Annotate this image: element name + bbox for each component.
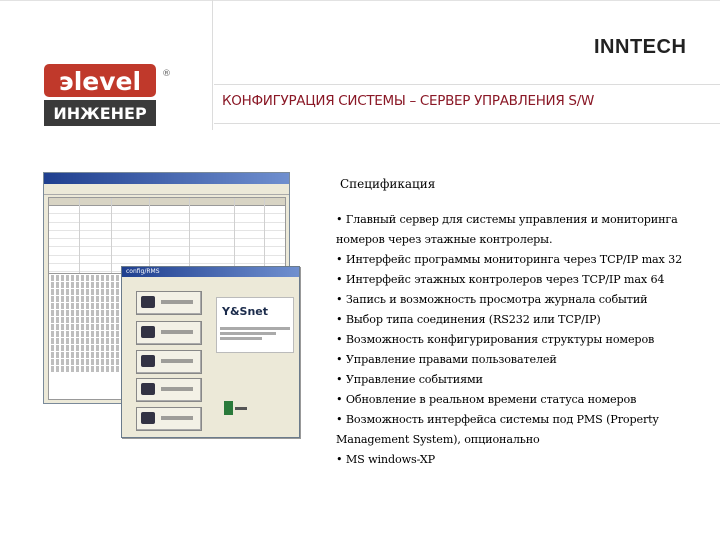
spec-list (336, 210, 716, 470)
elevel-logo-text: эlevel (58, 67, 142, 96)
ysnet-caption (220, 325, 290, 342)
monitor-icon (141, 296, 155, 308)
spec-line: номеров через этажные контролеры. (336, 233, 553, 246)
elevel-logo (44, 64, 176, 130)
inntech-logo (560, 26, 710, 66)
screenshot-toolbar (44, 184, 289, 195)
spec-line: • Обновление в реальном времени статуса номеров (336, 393, 637, 406)
dialog-button-5 (136, 407, 202, 431)
spec-line: • Управление правами пользователей (336, 353, 557, 366)
screenshot-log (48, 273, 130, 400)
grid-icon (141, 412, 155, 424)
dialog-button-1 (136, 291, 202, 315)
spec-line: • Главный сервер для системы управления и мониторинга (336, 213, 678, 226)
dialog-title: config/RMS (122, 267, 299, 277)
config-dialog (121, 266, 300, 438)
registered-mark: ® (162, 69, 171, 79)
inzhener-logo-text: ИНЖЕНЕР (53, 104, 147, 123)
dialog-button-4 (136, 378, 202, 402)
spec-line: • Выбор типа соединения (RS232 или TCP/IP) (336, 313, 601, 326)
exit-icon (222, 399, 252, 419)
spec-line: • MS windows-XP (336, 453, 436, 466)
spec-line: • Управление событиями (336, 373, 483, 386)
page-title: КОНФИГУРАЦИЯ СИСТЕМЫ – СЕРВЕР УПРАВЛЕНИЯ S/W (222, 93, 594, 109)
spec-line: Management System), опционально (336, 433, 540, 446)
inntech-logo-text: INNTECH (594, 36, 687, 58)
list-icon (141, 326, 155, 338)
header-divider (212, 0, 213, 130)
spec-line: • Возможность интерфейса системы под PMS (Property (336, 413, 659, 426)
printer-icon (141, 355, 155, 367)
spec-line: • Интерфейс этажных контролеров через TCP/IP max 64 (336, 273, 665, 286)
spec-line: • Запись и возможность просмотра журнала событий (336, 293, 648, 306)
users-icon (141, 383, 155, 395)
top-rule (0, 0, 720, 1)
spec-heading: Спецификация (340, 177, 436, 191)
dialog-button-3 (136, 350, 202, 374)
spec-line: • Возможность конфигурирования структуры номеров (336, 333, 655, 346)
dialog-button-2 (136, 321, 202, 345)
ysnet-logo: Y&Snet (222, 305, 269, 318)
spec-line: • Интерфейс программы мониторинга через TCP/IP max 32 (336, 253, 683, 266)
screenshot-titlebar (44, 173, 289, 184)
